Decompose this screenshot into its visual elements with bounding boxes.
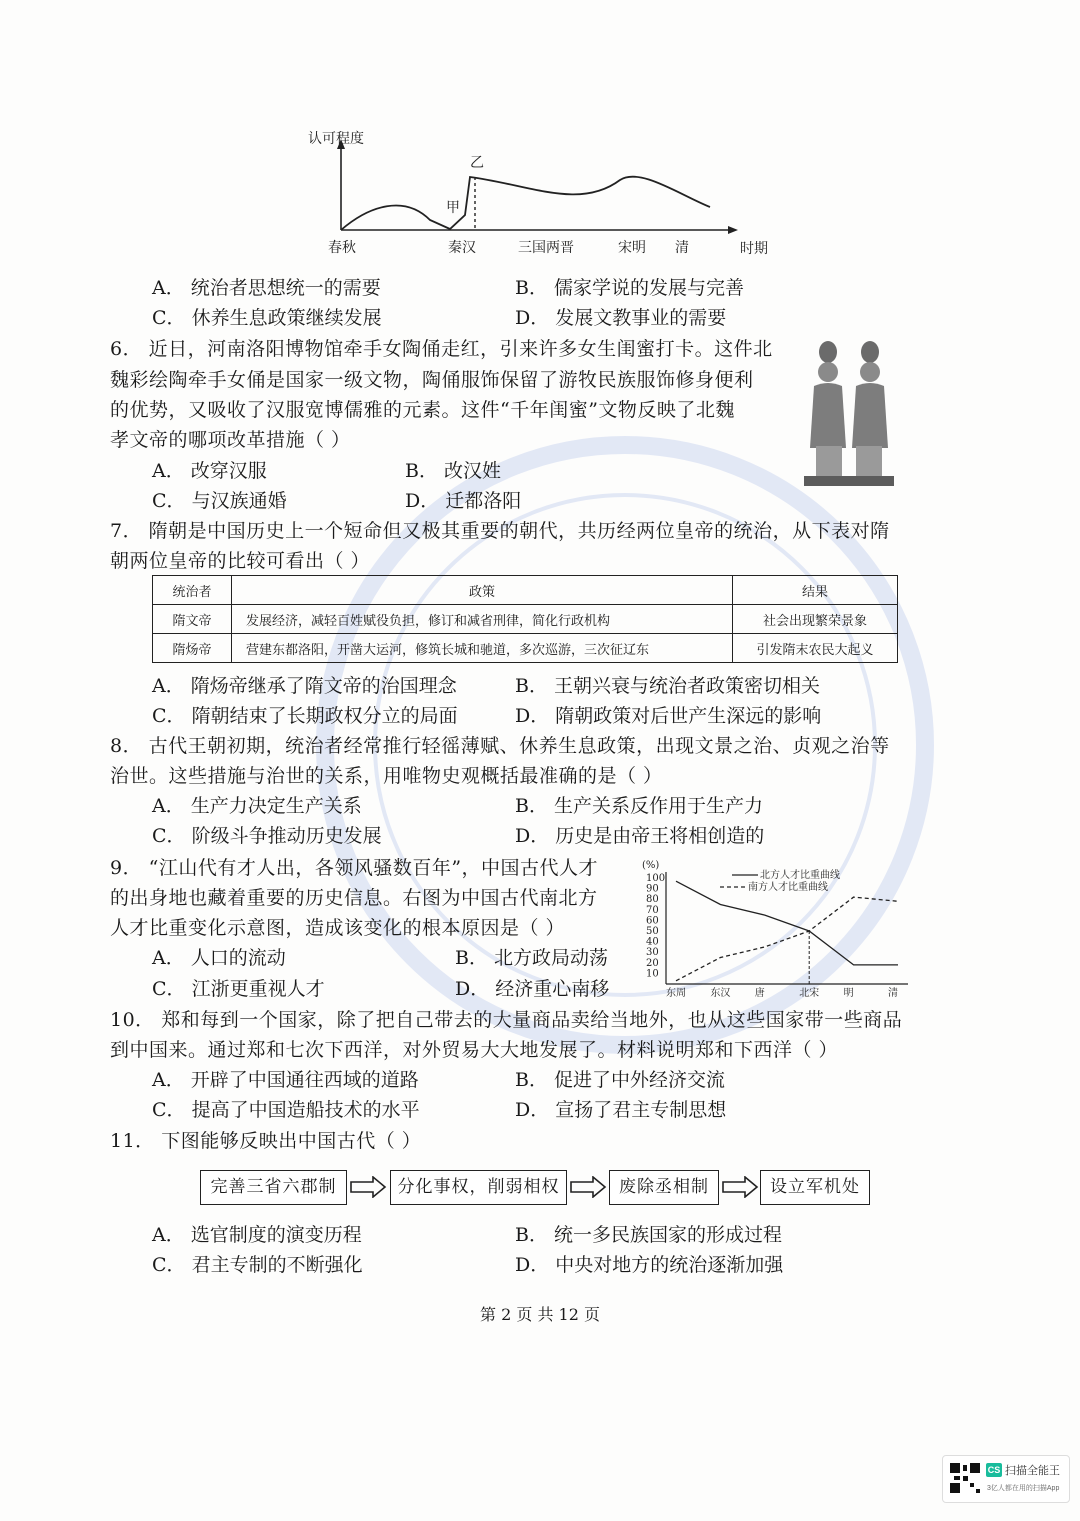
table-header: 政策 bbox=[232, 576, 733, 605]
talent-ratio-chart bbox=[640, 856, 915, 998]
q8-stem: 8． 古代王朝初期，统治者经常推行轻徭薄赋、休养生息政策，出现文景之治、贞观之治等 bbox=[110, 735, 890, 757]
camscanner-badge[interactable] bbox=[942, 1455, 1070, 1503]
north-series-line bbox=[676, 881, 898, 965]
x-tick-label: 明 bbox=[843, 988, 854, 998]
q7-option-d[interactable]: D． 隋朝政策对后世产生深远的影响 bbox=[515, 705, 822, 727]
chart1-marker-yi: 乙 bbox=[470, 155, 484, 171]
table-cell: 隋炀帝 bbox=[153, 634, 232, 663]
q11-option-b[interactable]: B． 统一多民族国家的形成过程 bbox=[515, 1224, 783, 1246]
chart1-xtick: 秦汉 bbox=[448, 240, 476, 256]
q9-stem: 9． “江山代有才人出，各领风骚数百年”，中国古代人才 bbox=[110, 857, 599, 879]
y-tick-label: 60 bbox=[646, 915, 659, 927]
flow-step: 废除丞相制 bbox=[609, 1170, 719, 1205]
arrow-right-icon bbox=[349, 1176, 387, 1198]
q7-stem: 朝两位皇帝的比较可看出（ ） bbox=[110, 550, 371, 572]
table-row bbox=[153, 605, 898, 634]
q7-option-b[interactable]: B． 王朝兴衰与统治者政策密切相关 bbox=[515, 675, 821, 697]
q10-stem: 到中国来。通过郑和七次下西洋，对外贸易大大地发展了。材料说明郑和下西洋（ ） bbox=[110, 1039, 839, 1061]
badge-subtitle: 3亿人都在用的扫描App bbox=[987, 1485, 1060, 1492]
q6-option-a[interactable]: A． 改穿汉服 bbox=[152, 460, 267, 482]
table-cell: 社会出现繁荣景象 bbox=[733, 605, 898, 634]
q8-option-d[interactable]: D． 历史是由帝王将相创造的 bbox=[515, 825, 765, 847]
q6-option-b[interactable]: B． 改汉姓 bbox=[405, 460, 502, 482]
y-tick-label: 100 bbox=[646, 873, 666, 884]
pottery-figurines-image bbox=[800, 338, 898, 490]
x-tick-label: 唐 bbox=[754, 988, 765, 998]
q7-option-a[interactable]: A． 隋炀帝继承了隋文帝的治国理念 bbox=[152, 675, 457, 697]
arrow-right-icon bbox=[569, 1176, 607, 1198]
chart1-xtick: 春秋 bbox=[328, 240, 356, 256]
y-tick-label: 20 bbox=[646, 957, 659, 969]
chart1-xlabel: 时期 bbox=[740, 241, 768, 257]
q10-option-a[interactable]: A． 开辟了中国通往西域的道路 bbox=[152, 1069, 419, 1091]
q11-stem: 11． 下图能够反映出中国古代（ ） bbox=[110, 1130, 422, 1152]
x-tick-label: 清 bbox=[888, 988, 898, 998]
q5-option-d[interactable]: D． 发展文教事业的需要 bbox=[515, 307, 727, 329]
table-cell: 发展经济，减轻百姓赋役负担，修订和减省刑律，简化行政机构 bbox=[232, 605, 733, 634]
legend-south: 南方人才比重曲线 bbox=[748, 882, 828, 893]
y-tick-label: 30 bbox=[646, 947, 659, 959]
q8-option-b[interactable]: B． 生产关系反作用于生产力 bbox=[515, 795, 764, 817]
table-cell: 引发隋末农民大起义 bbox=[733, 634, 898, 663]
q6-option-c[interactable]: C． 与汉族通婚 bbox=[152, 490, 287, 512]
q8-stem: 治世。这些措施与治世的关系，用唯物史观概括最准确的是（ ） bbox=[110, 765, 663, 787]
south-series-line bbox=[676, 897, 898, 981]
cs-logo-icon: CS bbox=[987, 1465, 1001, 1475]
table-header: 统治者 bbox=[153, 576, 232, 605]
arrow-right-icon bbox=[721, 1176, 759, 1198]
q9-option-d[interactable]: D． 经济重心南移 bbox=[455, 978, 610, 1000]
chart1-marker-jia: 甲 bbox=[446, 200, 460, 216]
q7-stem: 7． 隋朝是中国历史上一个短命但又极其重要的朝代，共历经两位皇帝的统治，从下表对隋 bbox=[110, 520, 890, 542]
q5-option-c[interactable]: C． 休养生息政策继续发展 bbox=[152, 307, 382, 329]
qr-code-icon bbox=[948, 1461, 982, 1495]
x-tick-label: 北宋 bbox=[799, 988, 820, 998]
x-tick-label: 东汉 bbox=[710, 988, 731, 998]
legend-north: 北方人才比重曲线 bbox=[760, 870, 840, 881]
q10-option-d[interactable]: D． 宣扬了君主专制思想 bbox=[515, 1099, 727, 1121]
q7-option-c[interactable]: C． 隋朝结束了长期政权分立的局面 bbox=[152, 705, 458, 727]
y-tick-label: 90 bbox=[646, 883, 659, 895]
q6-stem: 的优势，又吸收了汉服宽博儒雅的元素。这件“千年闺蜜”文物反映了北魏 bbox=[110, 399, 735, 421]
chart1-xtick: 宋明 bbox=[618, 240, 646, 256]
q10-stem: 10． 郑和每到一个国家，除了把自己带去的大量商品卖给当地外，也从这些国家带一些商品 bbox=[110, 1009, 903, 1031]
q10-option-c[interactable]: C． 提高了中国造船技术的水平 bbox=[152, 1099, 420, 1121]
q9-stem: 的出身地也藏着重要的历史信息。右图为中国古代南北方 bbox=[110, 887, 598, 909]
table-header: 结果 bbox=[733, 576, 898, 605]
y-tick-label: 50 bbox=[646, 926, 659, 937]
y-tick-label: 10 bbox=[646, 968, 659, 980]
q8-option-a[interactable]: A． 生产力决定生产关系 bbox=[152, 795, 362, 817]
q8-option-c[interactable]: C． 阶级斗争推动历史发展 bbox=[152, 825, 382, 847]
y-tick-label: 80 bbox=[646, 894, 659, 906]
flow-step: 设立军机处 bbox=[760, 1170, 870, 1205]
q10-option-b[interactable]: B． 促进了中外经济交流 bbox=[515, 1069, 726, 1091]
q6-stem: 魏彩绘陶牵手女俑是国家一级文物，陶俑服饰保留了游牧民族服饰修身便利 bbox=[110, 369, 754, 391]
y-tick-label: 70 bbox=[646, 904, 659, 916]
chart-ylabel: (%) bbox=[642, 860, 660, 871]
chart1-xtick: 三国两晋 bbox=[518, 240, 574, 256]
q11-option-d[interactable]: D． 中央对地方的统治逐渐加强 bbox=[515, 1254, 784, 1276]
table-cell: 营建东都洛阳，开凿大运河，修筑长城和驰道，多次巡游，三次征辽东 bbox=[232, 634, 733, 663]
badge-title: 扫描全能王 bbox=[1005, 1465, 1060, 1477]
x-tick-label: 东周 bbox=[666, 988, 686, 998]
q5-option-b[interactable]: B． 儒家学说的发展与完善 bbox=[515, 277, 745, 299]
q9-option-a[interactable]: A． 人口的流动 bbox=[152, 947, 286, 969]
chart1-ylabel: 认可程度 bbox=[308, 131, 364, 147]
q11-option-c[interactable]: C． 君主专制的不断强化 bbox=[152, 1254, 363, 1276]
flow-step: 分化事权，削弱相权 bbox=[390, 1170, 567, 1205]
q11-option-a[interactable]: A． 选官制度的演变历程 bbox=[152, 1224, 362, 1246]
q5-option-a[interactable]: A． 统治者思想统一的需要 bbox=[152, 277, 381, 299]
table-row bbox=[153, 634, 898, 663]
table-cell: 隋文帝 bbox=[153, 605, 232, 634]
chart1-xtick: 清 bbox=[675, 240, 689, 256]
q6-stem: 6． 近日，河南洛阳博物馆牵手女陶俑走红，引来许多女生闺蜜打卡。这件北 bbox=[110, 338, 773, 360]
q7-table bbox=[152, 575, 898, 663]
q9-option-b[interactable]: B． 北方政局动荡 bbox=[455, 947, 609, 969]
q9-stem: 人才比重变化示意图，造成该变化的根本原因是（ ） bbox=[110, 917, 566, 939]
q9-option-c[interactable]: C． 江浙更重视人才 bbox=[152, 978, 325, 1000]
q6-stem: 孝文帝的哪项改革措施（ ） bbox=[110, 429, 351, 451]
table-header-row bbox=[153, 576, 898, 605]
recognition-chart bbox=[300, 125, 780, 260]
flow-step: 完善三省六郡制 bbox=[200, 1170, 347, 1205]
page-number: 第 2 页 共 12 页 bbox=[480, 1305, 600, 1324]
q6-option-d[interactable]: D． 迁都洛阳 bbox=[405, 490, 522, 512]
y-tick-label: 40 bbox=[646, 936, 659, 948]
